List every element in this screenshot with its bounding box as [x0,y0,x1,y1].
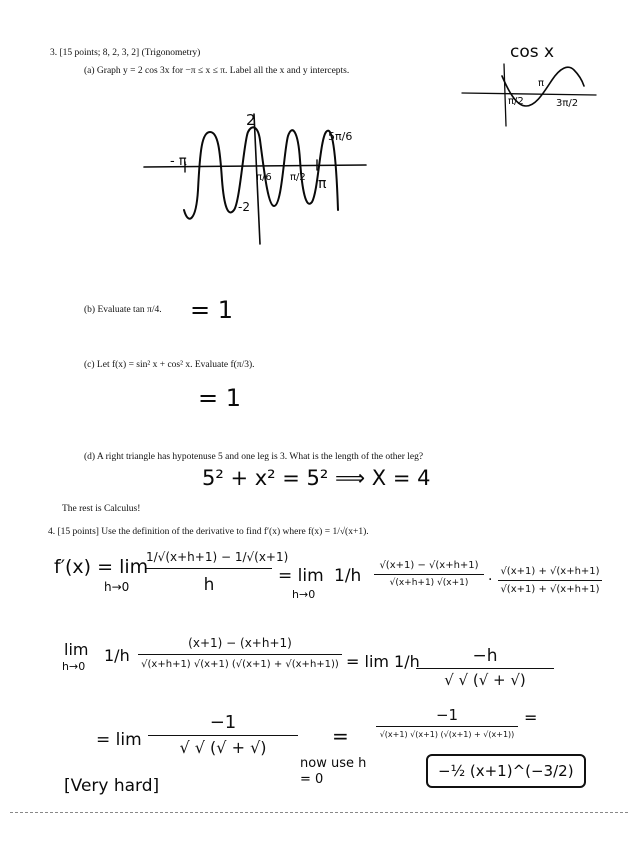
line1-eq: = lim [278,566,324,586]
frac3 [498,566,602,595]
now-use-note: now use h = 0 [300,756,367,787]
dot-multiply: · [488,572,493,588]
line1-one-over-h: 1/h [334,566,362,586]
problem-3b-text: (b) Evaluate tan π/4. [84,305,162,315]
cos-sketch-pi: π [538,78,545,89]
frac2 [374,560,484,588]
line2-sub: h→0 [62,660,86,673]
line2-eq: = lim 1/h [346,652,420,671]
frac1 [146,550,289,595]
answer-3d: 5² + x² = 5² ⟹ X = 4 [202,466,431,490]
problem-3a-text: (a) Graph y = 2 cos 3x for −π ≤ x ≤ π. Label all the x and y intercepts. [84,66,350,76]
frac5 [416,646,554,689]
cos-sketch [460,60,600,130]
calculus-note: The rest is Calculus! [62,504,141,514]
line2-one-over-h: 1/h [104,646,130,665]
very-hard-note: [Very hard] [64,776,160,796]
problem-3-heading: 3. [15 points; 8, 2, 3, 2] (Trigonometry) [50,48,201,58]
cos-sketch-pi-over-2: π/2 [508,96,524,107]
frac4-num: (x+1) − (x+h+1) [188,636,292,650]
problem-3c-text: (c) Let f(x) = sin² x + cos² x. Evaluate f(π/3). [84,360,255,370]
y-intercept-label: 2 [246,111,256,129]
y-min-label: -2 [238,200,250,214]
pi-over-2-label: π/2 [290,172,306,183]
frac7-den: √(x+1) √(x+1) (√(x+1) + √(x+1)) [376,726,518,739]
page-footer-line [10,812,628,813]
line3-eq: = lim [96,730,142,750]
frac7-num: −1 [435,706,459,724]
line1-eq-sub: h→0 [292,588,316,601]
line1-sub: h→0 [104,580,130,594]
line3-eq2: = [332,724,349,748]
frac7 [376,706,518,739]
5pi-over-6-label: 5π/6 [328,130,353,143]
final-result-box: −½ (x+1)^(−3/2) [426,754,586,788]
pi-label: π [318,176,327,192]
cos-sketch-3pi-over-2: 3π/2 [556,98,579,109]
frac5-num: −h [472,646,498,666]
problem-3d-text: (d) A right triangle has hypotenuse 5 and one leg is 3. What is the length of the other leg? [84,452,424,462]
line3-eq3: = [524,708,538,727]
problem-4-heading: 4. [15 points] Use the definition of the derivative to find f′(x) where f(x) = 1/√(x+1). [48,527,369,537]
frac6-den: √ √ (√ + √) [148,735,298,757]
answer-3c: = 1 [198,384,242,412]
frac6-num: −1 [209,712,237,733]
frac2-den: √(x+h+1) √(x+1) [374,574,484,588]
frac1-den: h [146,568,272,595]
frac6 [148,712,298,757]
cos-sketch-title: cos x [510,42,555,62]
frac4 [138,636,342,670]
frac5-den: √ √ (√ + √) [416,668,554,689]
pi-over-6-label: π/6 [256,172,272,183]
frac3-num: √(x+1) + √(x+h+1) [500,566,600,577]
frac2-num: √(x+1) − √(x+h+1) [379,560,479,571]
line2-lim: lim [64,640,89,659]
frac1-num: 1/√(x+h+1) − 1/√(x+1) [146,550,289,564]
neg-pi-label: - π [170,154,187,169]
answer-3b: = 1 [190,296,234,324]
frac3-den: √(x+1) + √(x+h+1) [498,580,602,595]
line1-lhs: f′(x) = lim [54,556,149,578]
frac4-den: √(x+h+1) √(x+1) (√(x+1) + √(x+h+1)) [138,654,342,670]
